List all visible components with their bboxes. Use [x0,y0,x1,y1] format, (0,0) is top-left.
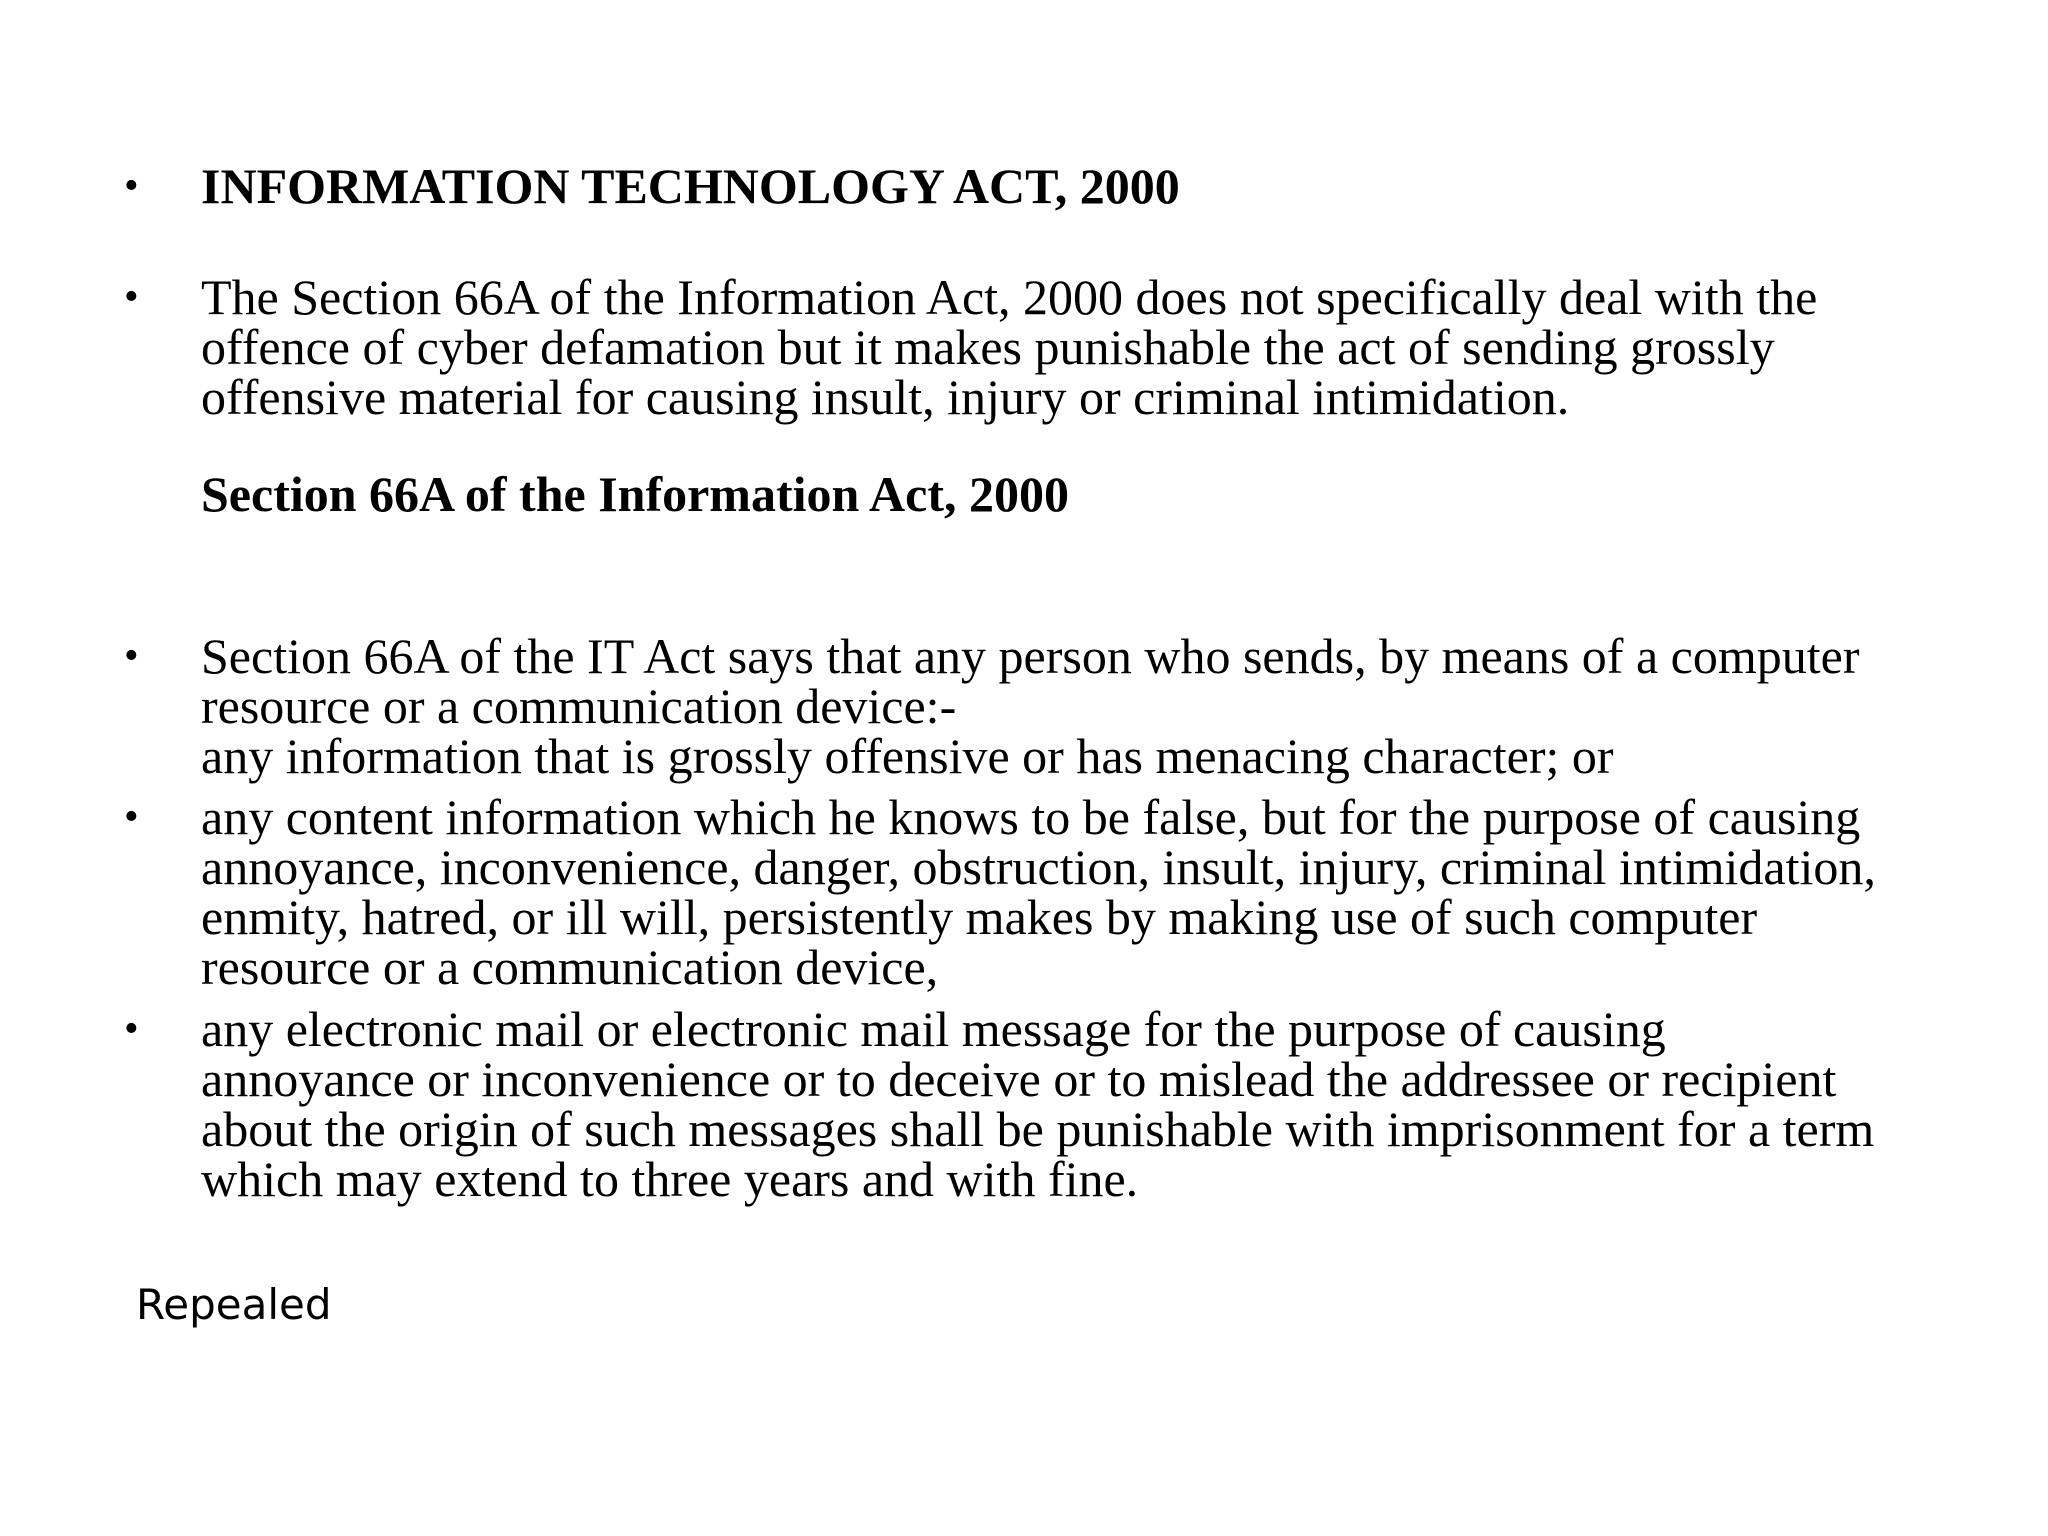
bullet-text [201,158,1961,214]
text-line: any content information which he knows to be false, but for the purpose of causing [201,789,1861,845]
text-line: resource or a communication device:- [201,678,957,734]
bullet-text [201,1001,1961,1207]
bullet-dot-icon: • [124,794,139,840]
bullet-dot-icon: • [124,633,139,679]
repealed-note: Repealed [136,1280,332,1329]
text-line: any electronic mail or electronic mail message for the purpose of causing [201,1001,1666,1057]
subheading: Section 66A of the Information Act, 2000 [201,466,1069,522]
text-line: offence of cyber defamation but it makes punishable the act of sending grossly [201,319,1775,375]
bullet-dot-icon: • [124,163,139,209]
bullet-text [201,789,1961,995]
text-line: The Section 66A of the Information Act, 2000 does not specifically deal with the [201,269,1818,325]
text-line: INFORMATION TECHNOLOGY ACT, 2000 [201,158,1180,214]
text-line: enmity, hatred, or ill will, persistently makes by making use of such computer [201,889,1758,945]
bullet-dot-icon: • [124,1006,139,1052]
bullet-dot-icon: • [124,274,139,320]
bullet-text [201,628,1961,784]
text-line: about the origin of such messages shall be punishable with imprisonment for a term [201,1101,1875,1157]
bullet-text [201,269,1961,425]
text-line: annoyance, inconvenience, danger, obstruction, insult, injury, criminal intimidation, [201,839,1876,895]
text-line: Section 66A of the IT Act says that any person who sends, by means of a computer [201,628,1860,684]
text-line: resource or a communication device, [201,939,939,995]
text-line: offensive material for causing insult, injury or criminal intimidation. [201,369,1570,425]
text-line: which may extend to three years and with fine. [201,1151,1139,1207]
text-line: annoyance or inconvenience or to deceive or to mislead the addressee or recipient [201,1051,1837,1107]
text-line: any information that is grossly offensive or has menacing character; or [201,728,1614,784]
